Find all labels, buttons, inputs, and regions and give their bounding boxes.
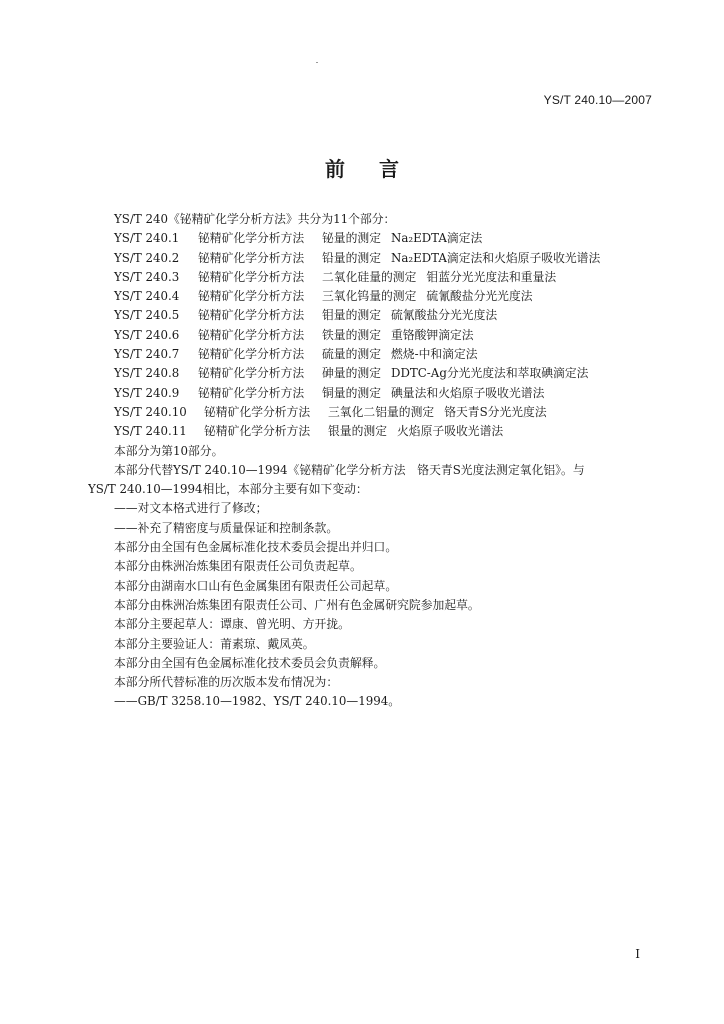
part-row [88,249,658,268]
part-subject: 三氧化钨量的测定 [322,289,417,304]
part-series: 铋精矿化学分析方法 [198,289,305,304]
part-method: 重铬酸钾滴定法 [391,327,474,342]
part-row [88,384,658,403]
part-subject: 铅量的测定 [322,250,381,265]
part-row [88,268,658,287]
part-subject: 砷量的测定 [322,366,381,381]
part-subject: 钼量的测定 [322,308,381,323]
paragraph: 本部分由湖南水口山有色金属集团有限责任公司起草。 [114,578,398,593]
part-row [88,287,658,306]
list-item: ——GB/T 3258.10—1982、YS/T 240.10—1994。 [114,694,401,709]
part-method: 燃烧-中和滴定法 [391,347,478,362]
part-series: 铋精矿化学分析方法 [204,424,311,439]
scan-speck [316,62,318,63]
part-series: 铋精矿化学分析方法 [198,347,305,362]
part-method: 火焰原子吸收光谱法 [397,424,504,439]
part-method: 硫氰酸盐分光光度法 [391,308,498,323]
part-subject: 硫量的测定 [322,347,381,362]
part-row [88,306,658,325]
intro-line: YS/T 240《铋精矿化学分析方法》共分为11个部分： [114,212,396,226]
paragraph: 本部分代替YS/T 240.10—1994《铋精矿化学分析方法 铬天青S光度法测定氧化铝》。与 [114,462,585,477]
part-row [88,229,658,248]
part-subject: 铜量的测定 [322,385,381,400]
part-subject: 铋量的测定 [322,231,381,246]
list-item: ——补充了精密度与质量保证和控制条款。 [114,520,339,535]
part-series: 铋精矿化学分析方法 [198,308,305,323]
paragraph: 本部分为第10部分。 [114,443,224,458]
part-code: YS/T 240.7 [114,347,180,362]
page-number: I [635,947,640,961]
paragraph: 本部分由株洲冶炼集团有限责任公司、广州有色金属研究院参加起草。 [114,597,480,612]
paragraph: 本部分主要验证人：莆素琼、戴凤英。 [114,636,315,651]
part-code: YS/T 240.1 [114,231,180,246]
part-method: 铬天青S分光光度法 [444,404,547,419]
part-series: 铋精矿化学分析方法 [198,366,305,381]
part-series: 铋精矿化学分析方法 [198,269,305,284]
part-method: 碘量法和火焰原子吸收光谱法 [391,385,545,400]
paragraph: 本部分所代替标准的历次版本发布情况为： [114,675,339,690]
paragraph: 本部分由株洲冶炼集团有限责任公司负责起草。 [114,559,362,574]
part-row [88,364,658,383]
part-series: 铋精矿化学分析方法 [198,231,305,246]
part-code: YS/T 240.10 [114,404,187,419]
part-method: 钼蓝分光光度法和重量法 [426,269,557,284]
part-row [88,345,658,364]
part-code: YS/T 240.2 [114,250,180,265]
part-series: 铋精矿化学分析方法 [198,250,305,265]
foreword-body [88,210,658,712]
part-series: 铋精矿化学分析方法 [198,327,305,342]
paragraph-continuation: YS/T 240.10—1994相比，本部分主要有如下变动： [88,482,368,497]
part-method: Na₂EDTA滴定法 [391,231,483,246]
paragraph: 本部分由全国有色金属标准化技术委员会提出并归口。 [114,540,398,555]
parts-list [88,229,658,441]
part-series: 铋精矿化学分析方法 [204,404,311,419]
list-item: ——对文本格式进行了修改； [114,501,268,516]
part-subject: 二氧化硅量的测定 [322,269,417,284]
part-method: DDTC-Ag分光光度法和萃取碘滴定法 [391,366,589,381]
page-title: 前言 [325,157,433,181]
standard-code: YS/T 240.10—2007 [543,93,652,107]
part-code: YS/T 240.11 [114,424,187,439]
part-subject: 铁量的测定 [322,327,381,342]
part-row [88,422,658,441]
part-code: YS/T 240.9 [114,385,180,400]
part-subject: 三氧化二铝量的测定 [328,404,435,419]
part-code: YS/T 240.6 [114,327,180,342]
part-method: 硫氰酸盐分光光度法 [426,289,533,304]
part-series: 铋精矿化学分析方法 [198,385,305,400]
part-method: Na₂EDTA滴定法和火焰原子吸收光谱法 [391,250,601,265]
part-code: YS/T 240.3 [114,269,180,284]
paragraph: 本部分由全国有色金属标准化技术委员会负责解释。 [114,655,386,670]
part-code: YS/T 240.5 [114,308,180,323]
part-row [88,326,658,345]
part-code: YS/T 240.8 [114,366,180,381]
paragraph: 本部分主要起草人：谭康、曾光明、方开拢。 [114,617,350,632]
part-subject: 银量的测定 [328,424,387,439]
part-row [88,403,658,422]
part-code: YS/T 240.4 [114,289,180,304]
